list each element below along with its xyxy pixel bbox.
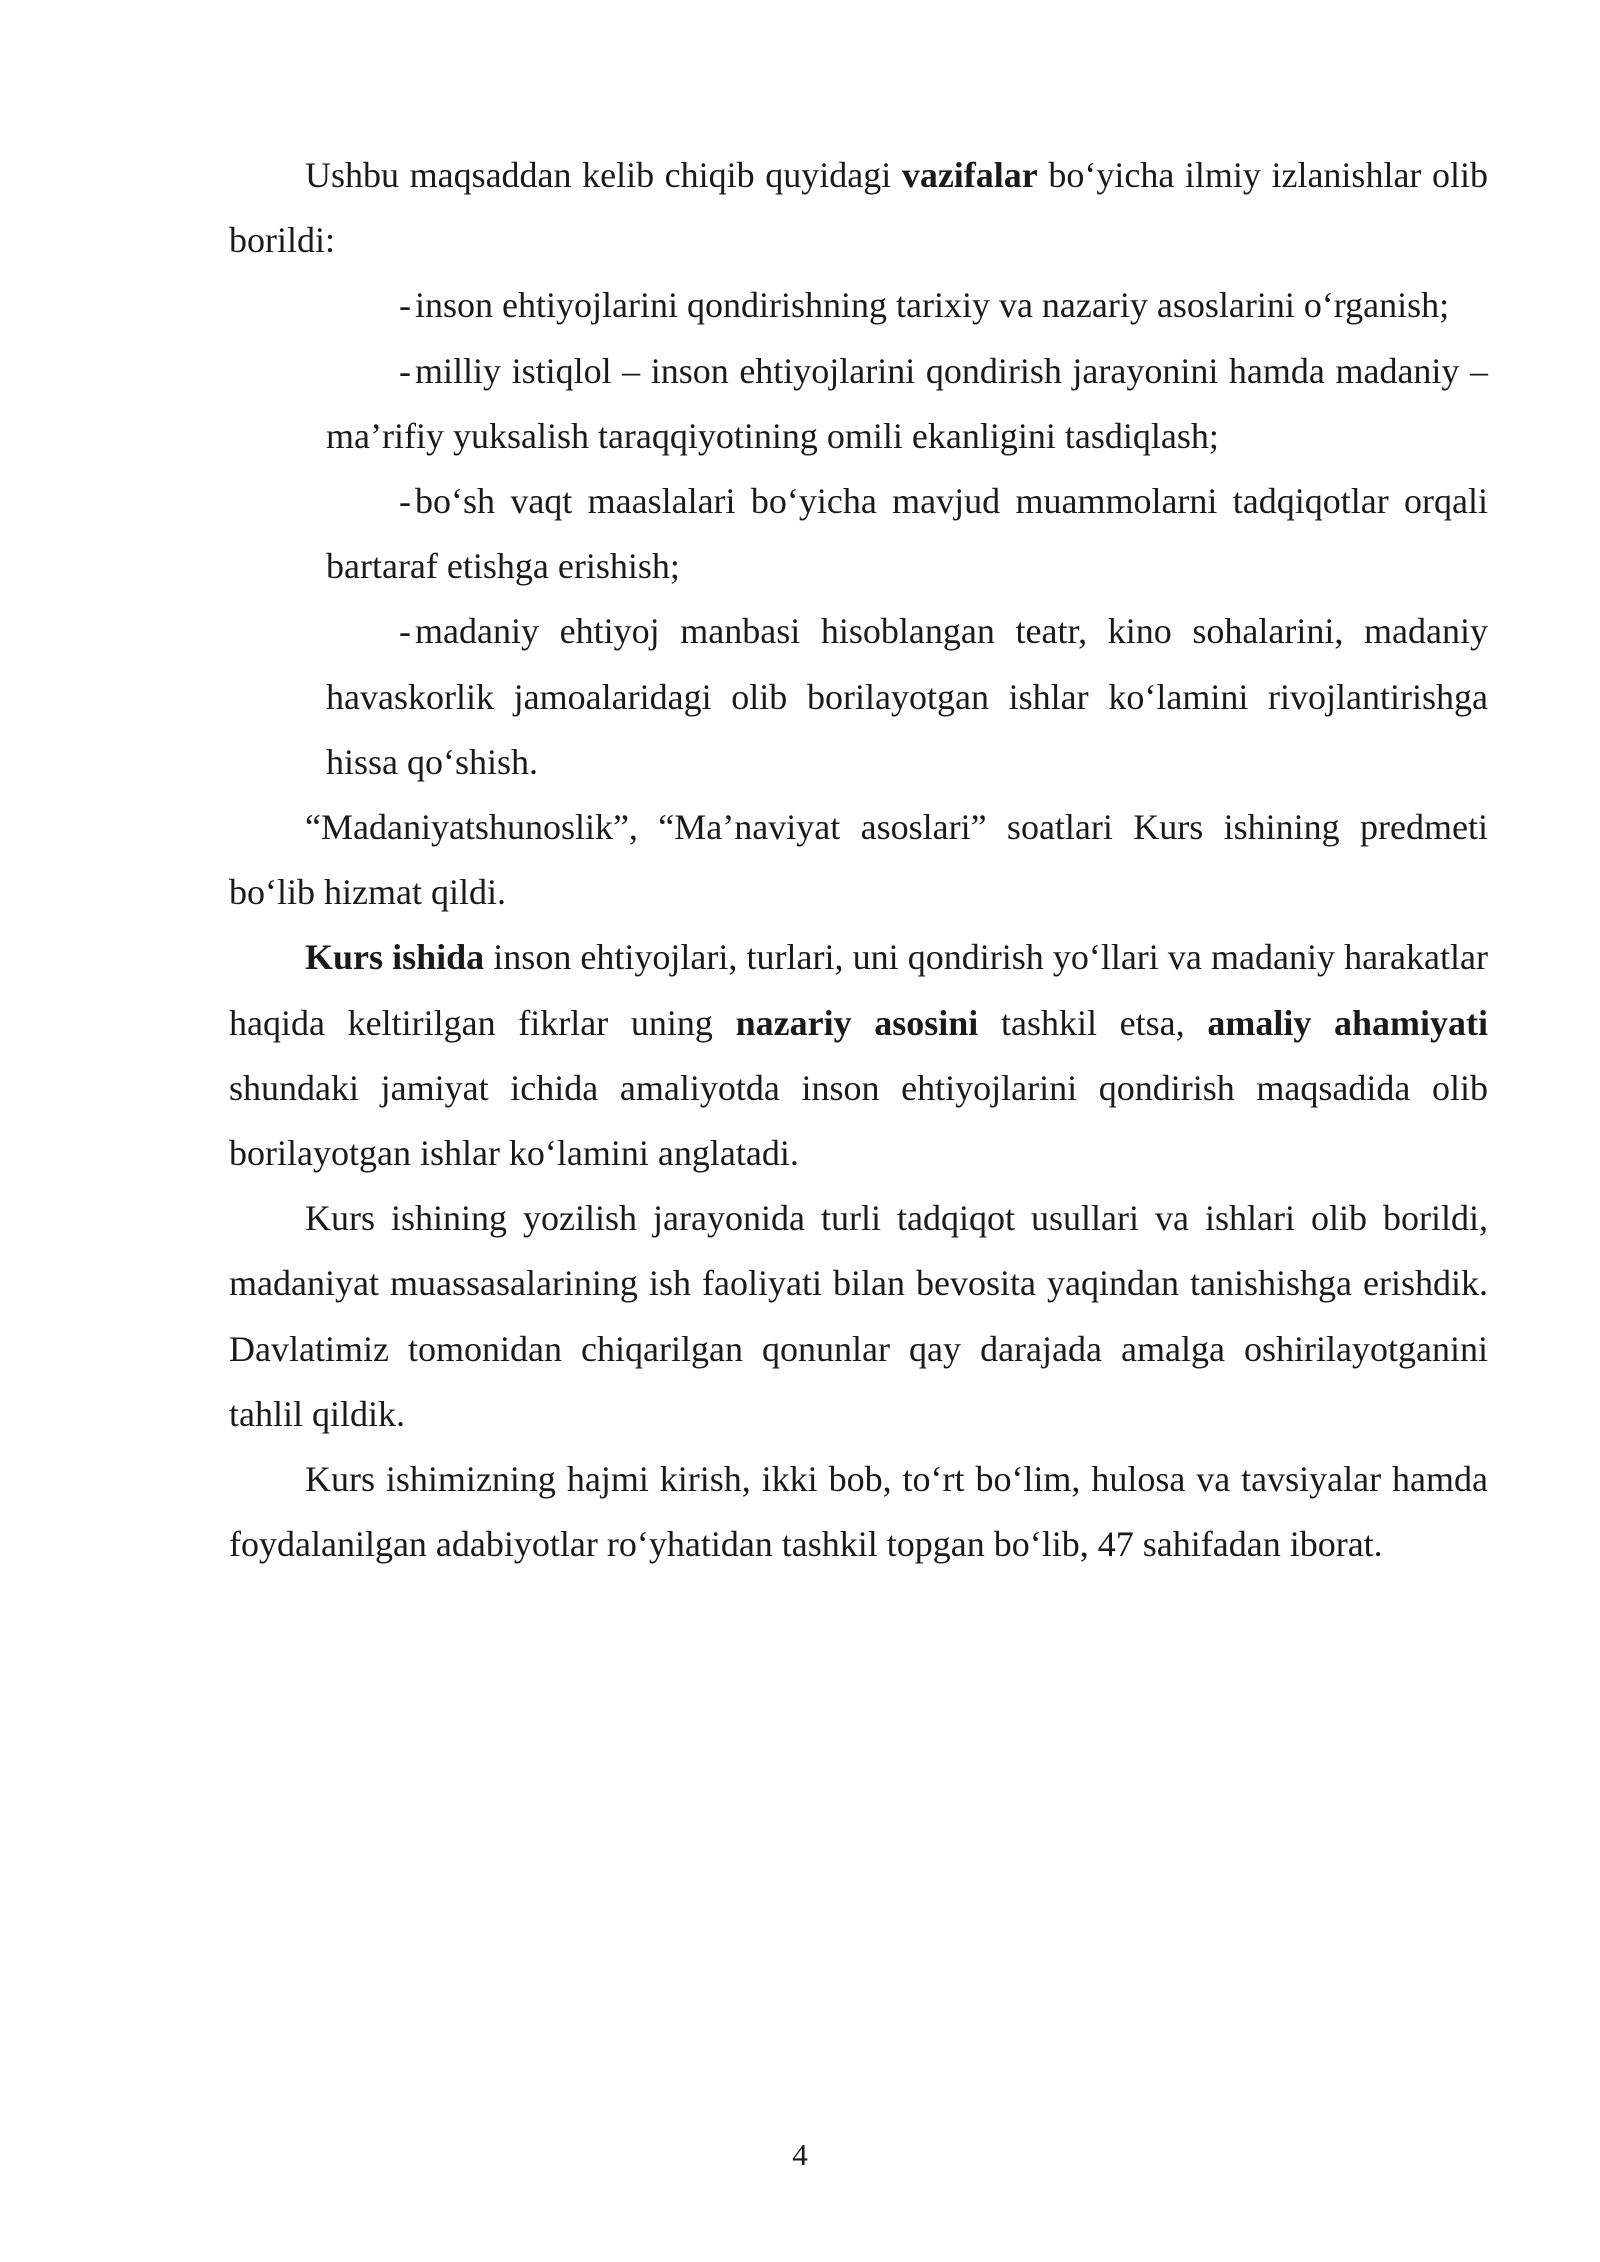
task-text: milliy istiqlol – inson ehtiyojlarini qondirish jarayonini hamda madaniy – ma’rifiy yuksalish taraqqiyotining omili ekanligini tasdiqlash; — [326, 350, 1488, 456]
intro-paragraph — [229, 143, 1488, 273]
structure-paragraph: Kurs ishimizning hajmi kirish, ikki bob, to‘rt bo‘lim, hulosa va tavsiyalar hamda foydalanilgan adabiyotlar ro‘yhatidan tashkil topgan bo‘lib, 47 sahifadan iborat. — [229, 1459, 1488, 1565]
document-body — [229, 143, 1488, 1577]
significance-bold-3: amaliy ahamiyati — [1207, 1002, 1489, 1043]
significance-bold-2: nazariy asosini — [735, 1002, 979, 1043]
task-item — [229, 469, 1488, 599]
task-text: inson ehtiyojlarini qondirishning tarixiy va nazariy asoslarini o‘rganish; — [415, 285, 1450, 326]
intro-text-before: Ushbu maqsaddan kelib chiqib quyidagi — [305, 155, 902, 195]
task-text: madaniy ehtiyoj manbasi hisoblangan teatr, kino sohalarini, madaniy havaskorlik jamoalaridagi olib borilayotgan ishlar ko‘lamini rivojlantirishga hissa qo‘shish. — [326, 611, 1488, 782]
task-marker: - — [399, 350, 411, 391]
significance-text-1: inson ehtiyojlari, turlari, uni qondirish yo‘llari va madaniy harakatlar haqida keltirilgan fikrlar uning — [229, 937, 1488, 1043]
task-item — [229, 339, 1488, 469]
task-marker: - — [399, 285, 411, 326]
page-number: 4 — [792, 2137, 808, 2172]
significance-text-2: tashkil etsa, — [978, 1002, 1208, 1043]
methods-paragraph: Kurs ishining yozilish jarayonida turli tadqiqot usullari va ishlari olib borildi, madaniyat muassasalarining ish faoliyati bilan bevosita yaqindan tanishishga erishdik. Davlatimiz tomonidan chiqarilgan qonunlar qay darajada amalga oshirilayotganini tahlil qildik. — [229, 1198, 1488, 1434]
intro-bold-term: vazifalar — [901, 155, 1038, 195]
subject-paragraph: “Madaniyatshunoslik”, “Ma’naviyat asoslari” soatlari Kurs ishining predmeti bo‘lib hizmat qildi. — [229, 807, 1488, 913]
significance-paragraph — [229, 925, 1488, 1186]
significance-text-3: shundaki jamiyat ichida amaliyotda inson ehtiyojlarini qondirish maqsadida olib borilayotgan ishlar ko‘lamini anglatadi. — [229, 1067, 1488, 1174]
task-item — [229, 273, 1488, 338]
intro-text-after: bo‘yicha ilmiy izlanishlar olib borildi: — [229, 155, 1488, 261]
task-marker: - — [399, 611, 411, 652]
task-text: bo‘sh vaqt maaslalari bo‘yicha mavjud muammolarni tadqiqotlar orqali bartaraf etishga erishish; — [326, 481, 1488, 587]
significance-bold-1: Kurs ishida — [305, 937, 485, 978]
task-marker: - — [399, 481, 411, 522]
task-item — [229, 599, 1488, 795]
